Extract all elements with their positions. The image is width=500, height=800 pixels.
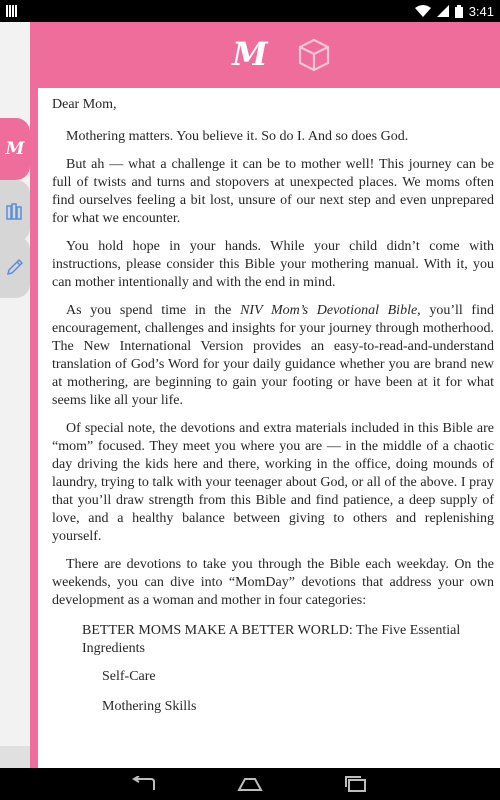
paragraph-2: But ah — what a challenge it can be to mother well! This journey can be full of twists and turns and stopovers at unexpected places. We moms often find ourselves feeling a bit lost, unsure of our next step and even unprepared for what we encounter. bbox=[52, 157, 494, 226]
status-time: 3:41 bbox=[468, 3, 494, 19]
greeting: Dear Mom, bbox=[52, 97, 117, 112]
system-nav-bar bbox=[0, 768, 500, 800]
rail-tab-mom[interactable] bbox=[0, 118, 30, 180]
paragraph-4-end: , you’ll find encouragement, challenges and insights for your journey through motherhood. The New International Version provides an easy-to-read-and-understand translation of God’s Word for your daily guidance whether you are brand new at mothering, are beginning to gain your footing or have been at it for what seems like all your life. bbox=[52, 303, 494, 408]
paragraph-6: There are devotions to take you through the Bible each weekday. On the weekends, you can dive into “MomDay” devotions that address your own development as a woman and mother in four categories: bbox=[52, 557, 494, 608]
category-heading: BETTER MOMS MAKE A BETTER WORLD: The Five Essential Ingredients bbox=[82, 623, 461, 656]
rail-bottom bbox=[0, 746, 30, 768]
paragraph-4 bbox=[52, 302, 494, 410]
paragraph-1: Mothering matters. You believe it. So do I. And so does God. bbox=[66, 129, 409, 144]
back-icon bbox=[130, 776, 158, 792]
paragraph-5: Of special note, the devotions and extra materials included in this Bible are “mom” focused. They meet you where you are — in the middle of a chaotic day driving the kids here and there, working in the office, doing mounds of laundry, trying to talk with your teenager about God, or all of the above. I pray that you’ll draw strength from this Bible and find patience, a deep supply of love, and a healthy balance between giving to others and replenishing yourself. bbox=[52, 421, 494, 544]
reading-pane[interactable] bbox=[30, 88, 500, 768]
script-m-icon: M bbox=[5, 139, 25, 159]
rail-tab-books[interactable] bbox=[0, 180, 30, 242]
book-title: NIV Mom’s Devotional Bible bbox=[240, 303, 418, 318]
sub-item: Self-Care bbox=[102, 669, 156, 684]
rail-tab-notes[interactable] bbox=[0, 236, 30, 298]
box-icon[interactable] bbox=[296, 37, 332, 73]
status-bar bbox=[0, 0, 500, 22]
sub-item: Mothering Skills bbox=[102, 699, 197, 714]
app-bars-icon bbox=[6, 5, 18, 17]
paragraph-4-start: As you spend time in the bbox=[66, 303, 241, 318]
status-right bbox=[415, 0, 494, 22]
paragraph-3: You hold hope in your hands. While your child didn’t come with instructions, please consider this Bible your mothering manual. With it, you can mother intentionally and with the end in mind. bbox=[52, 239, 494, 290]
home-icon bbox=[236, 776, 264, 792]
books-icon bbox=[6, 202, 24, 220]
home-button[interactable] bbox=[230, 770, 270, 798]
battery-icon bbox=[455, 5, 463, 18]
recents-icon bbox=[342, 775, 370, 793]
left-rail bbox=[0, 22, 30, 768]
pencil-icon bbox=[5, 257, 25, 277]
wifi-icon bbox=[415, 5, 431, 17]
back-button[interactable] bbox=[124, 770, 164, 798]
cellular-icon bbox=[437, 5, 449, 17]
app-header bbox=[30, 22, 500, 88]
script-m-logo-icon[interactable]: M bbox=[232, 35, 268, 73]
letter-text bbox=[52, 88, 494, 716]
recents-button[interactable] bbox=[336, 770, 376, 798]
